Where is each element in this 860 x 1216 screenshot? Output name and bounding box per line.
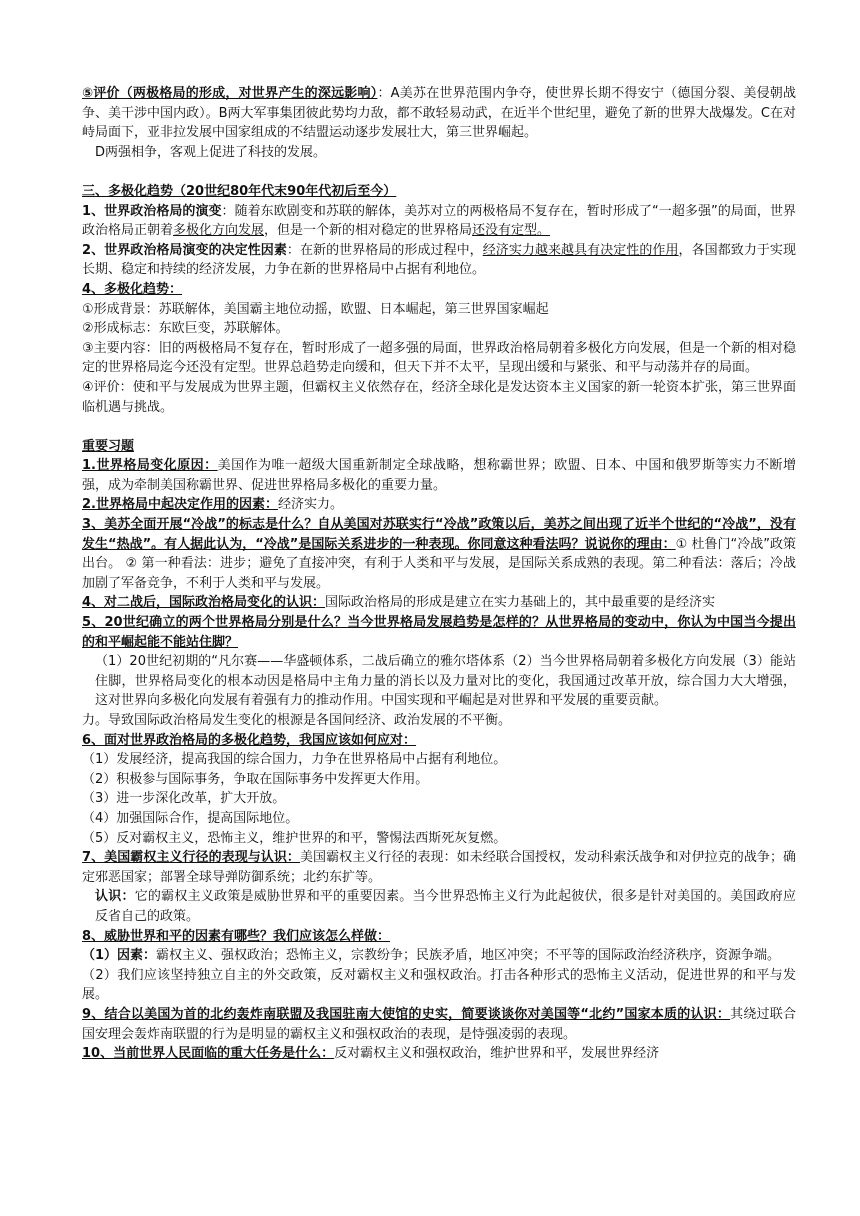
trend-sign: ②形成标志：东欧巨变，苏联解体。 <box>82 321 289 337</box>
decisive-factor-paragraph: 2、世界政治格局演变的决定性因素：在新的世界格局的形成过程中，经济实力越来越具有决定性的作用，各国都致力于实现长期、稳定和持续的经济发展，力争在新的世界格局中占据有利地位。 <box>82 242 796 278</box>
exercise-9: 9、结合以美国为首的北约轰炸南联盟及我国驻南大使馆的史实，简要谈谈你对美国等“北约”国家本质的认识：其绕过联合国安理会轰炸南联盟的行为是明显的霸权主义和强权政治的表现，是恃强凌弱的表现。 <box>82 1006 796 1042</box>
exercise-6-item: （5）反对霸权主义，恐怖主义，维护世界的和平，警惕法西斯死灰复燃。 <box>82 830 507 846</box>
multipolar-underline: 多极化方向发展 <box>173 223 265 239</box>
exercise-6-item: （3）进一步深化改革，扩大开放。 <box>82 791 286 807</box>
exercise-8-factors: （1）因素：霸权主义、强权政治；恐怖主义，宗教纷争；民族矛盾，地区冲突；不平等的国际政治经济秩序，资源争端。 <box>82 948 781 964</box>
multipolar-trend-heading: 4、多极化趋势： <box>82 281 183 297</box>
evolution-paragraph: 1、世界政治格局的演变：随着东欧剧变和苏联的解体，美苏对立的两极格局不复存在，暂时形成了“一超多强”的局面，世界政治格局正朝着多极化方向发展，但是一个新的相对稳定的世界格局还没有定型。 <box>82 203 796 239</box>
not-settled-underline: 还没有定型。 <box>472 223 551 239</box>
exercise-8-question: 8、威胁世界和平的因素有哪些？我们应该怎么样做： <box>82 928 391 944</box>
exercise-7-view: 认识：它的霸权主义政策是威胁世界和平的重要因素。当今世界恐怖主义行为此起彼伏，很多是针对美国的。美国政府应反省自己的政策。 <box>95 889 796 924</box>
trend-content: ③主要内容：旧的两极格局不复存在，暂时形成了一超多强的局面，世界政治格局朝着多极化方向发展，但是一个新的相对稳定的世界格局迄今还没有定型。世界总趋势走向缓和，但天下并不太平，呈现出缓和与紧张、和平与动荡并存的局面。 <box>82 340 796 376</box>
exercise-6-item: （1）发展经济，提高我国的综合国力，力争在世界格局中占据有利地位。 <box>82 752 507 768</box>
exercise-6-question: 6、面对世界政治格局的多极化趋势，我国应该如何应对： <box>82 732 417 748</box>
exercise-4: 4、对二战后，国际政治格局变化的认识：国际政治格局的形成是建立在实力基础上的，其中最重要的是经济实 <box>82 595 716 611</box>
exercise-6-item: （2）积极参与国际事务，争取在国际事务中发挥更大作用。 <box>82 771 429 787</box>
exercise-5-question: 5、20世纪确立的两个世界格局分别是什么？当今世界格局发展趋势是怎样的？从世界格局的变动中，你认为中国当今提出的和平崛起能不能站住脚？ <box>82 615 796 650</box>
evaluation-heading: ⑤评价（两极格局的形成，对世界产生的深远影响） <box>82 86 378 101</box>
evaluation-point-d: D两强相争，客观上促进了科技的发展。 <box>95 144 327 160</box>
exercise-6-item: （4）加强国际合作，提高国际地位。 <box>82 810 299 826</box>
exercise-5-answer: （1）20世纪初期的“凡尔赛——华盛顿体系，二战后确立的雅尔塔体系（2）当今世界格局朝着多极化方向发展（3）能站住脚，世界格局变化的根本动因是格局中主角力量的消长以及力量对比的变化，我国通过改革开放，综合国力大大增强，这对世界向多极化向发展有着强有力的推动作用。中国实现和平崛起是对世界和平发展的重要贡献。 <box>95 654 796 709</box>
trend-background: ①形成背景：苏联解体，美国霸主地位动摇，欧盟、日本崛起，第三世界国家崛起 <box>82 301 549 317</box>
section-three-title: 三、多极化趋势（20世纪80年代末90年代初后至今） <box>82 183 397 199</box>
exercise-2: 2.世界格局中起决定作用的因素：经济实力。 <box>82 497 343 513</box>
exercise-7: 7、美国霸权主义行径的表现与认识：美国霸权主义行径的表现：如未经联合国授权，发动科索沃战争和对伊拉克的战争；确定邪恶国家；部署全球导弹防御系统；北约东扩等。 <box>82 850 796 885</box>
exercise-3: 3、美苏全面开展“冷战”的标志是什么？自从美国对苏联实行“冷战”政策以后，美苏之间出现了近半个世纪的“冷战”，没有发生“热战”。有人据此认为，“冷战”是国际关系进步的一种表现。你同意这种看法吗？说说你的理由：① 杜鲁门“冷战”政策出台。 ② 第一种看法：进步；避免了直接冲突，有利于人类和平与发展，是国际关系成熟的表现。第二种看法：落后；冷战加剧了军备竞争，不利于人类和平与发展。 <box>82 517 796 591</box>
exercise-1: 1.世界格局变化原因：美国作为唯一超级大国重新制定全球战略，想称霸世界；欧盟、日本、中国和俄罗斯等实力不断增强，成为牵制美国称霸世界、促进世界格局多极化的重要力量。 <box>82 458 796 493</box>
exercise-8-actions: （2）我们应该坚持独立自主的外交政策，反对霸权主义和强权政治。打击各种形式的恐怖主义活动，促进世界的和平与发展。 <box>82 967 796 1003</box>
document-page <box>82 84 796 1064</box>
evaluation-body: ：A美苏在世界范围内争夺，使世界长期不得安宁（德国分裂、美侵朝战争、美干涉中国内政）。B两大军事集团彼此势均力敌，都不敢轻易动武，在近半个世纪里，避免了新的世界大战爆发。C在对峙局面下，亚非拉发展中国家组成的不结盟运动逐步发展壮大，第三世界崛起。 <box>82 86 796 141</box>
decisive-factor-heading: 2、世界政治格局演变的决定性因素 <box>82 242 287 258</box>
trend-evaluation: ④评价：使和平与发展成为世界主题，但霸权主义依然存在，经济全球化是发达资本主义国家的新一轮资本扩张，第三世界面临机遇与挑战。 <box>82 379 796 415</box>
evaluation-paragraph <box>82 84 796 143</box>
evolution-heading: 1、世界政治格局的演变 <box>82 203 222 219</box>
exercise-5-tail: 力。导致国际政治格局发生变化的根源是各国间经济、政治发展的不平衡。 <box>82 713 512 728</box>
exercise-10: 10、当前世界人民面临的重大任务是什么：反对霸权主义和强权政治，维护世界和平，发展世界经济 <box>82 1046 660 1062</box>
economic-strength-underline: 经济实力越来越具有决定性的作用 <box>482 242 679 258</box>
exercises-title: 重要习题 <box>82 438 135 454</box>
